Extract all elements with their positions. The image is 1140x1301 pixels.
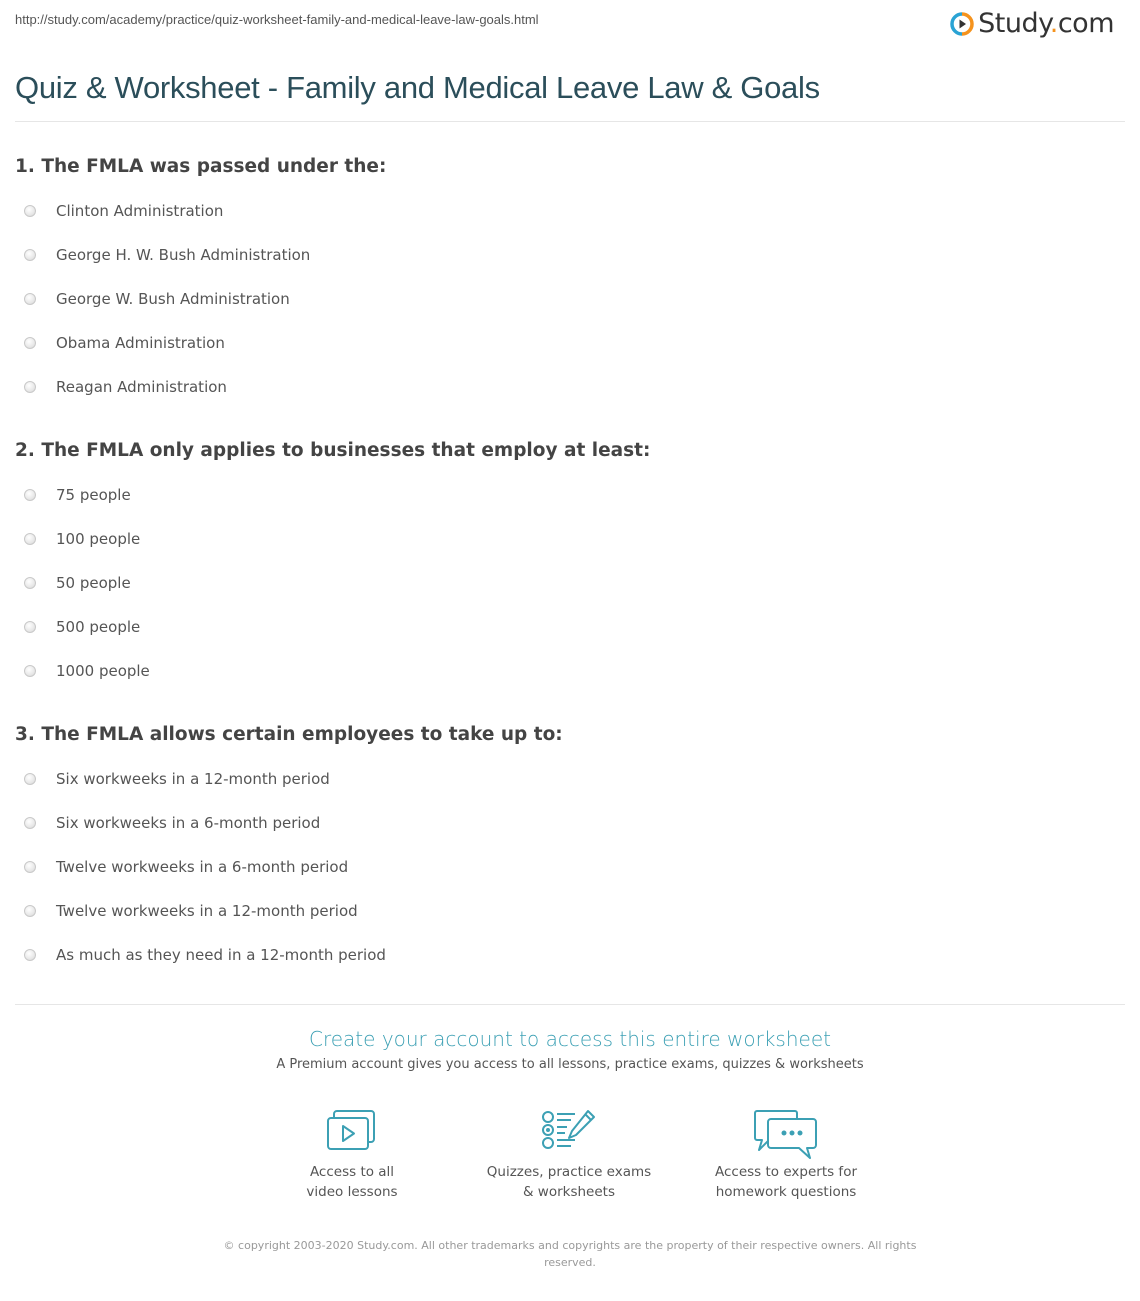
answer-label: Twelve workweeks in a 6-month period bbox=[56, 858, 349, 876]
video-lessons-icon bbox=[326, 1108, 378, 1152]
answer-option[interactable] bbox=[15, 365, 386, 409]
radio-button[interactable] bbox=[24, 577, 36, 589]
radio-button[interactable] bbox=[24, 817, 36, 829]
answer-label: As much as they need in a 12-month period bbox=[56, 946, 386, 964]
answer-options bbox=[15, 473, 650, 693]
answer-option[interactable] bbox=[15, 321, 386, 365]
answer-option[interactable] bbox=[15, 889, 563, 933]
answer-option[interactable] bbox=[15, 933, 563, 977]
answer-option[interactable] bbox=[15, 649, 650, 693]
answer-label: 500 people bbox=[56, 618, 141, 636]
copyright-notice: © copyright 2003-2020 Study.com. All other trademarks and copyrights are the property of their respective owners. All rights reserved. bbox=[223, 1239, 917, 1269]
answer-option[interactable] bbox=[15, 473, 650, 517]
radio-button[interactable] bbox=[24, 949, 36, 961]
question-text: 3. The FMLA allows certain employees to take up to: bbox=[15, 724, 563, 745]
answer-label: Reagan Administration bbox=[56, 378, 227, 396]
answer-label: George H. W. Bush Administration bbox=[56, 246, 311, 264]
title-divider bbox=[15, 121, 1125, 122]
question-2 bbox=[15, 439, 650, 693]
study-logo[interactable] bbox=[950, 9, 1114, 39]
feature-label: Access to experts for homework questions bbox=[714, 1164, 857, 1200]
radio-button[interactable] bbox=[24, 905, 36, 917]
cta-subtitle: A Premium account gives you access to all lessons, practice exams, quizzes & worksheets bbox=[276, 1057, 864, 1072]
radio-button[interactable] bbox=[24, 861, 36, 873]
answer-options bbox=[15, 189, 386, 409]
page-url: http://study.com/academy/practice/quiz-worksheet-family-and-medical-leave-law-goals.html bbox=[15, 12, 539, 27]
play-circle-icon bbox=[950, 12, 974, 36]
feature-video-lessons bbox=[252, 1108, 452, 1202]
section-divider bbox=[15, 1004, 1125, 1005]
radio-button[interactable] bbox=[24, 489, 36, 501]
feature-label: Quizzes, practice exams & worksheets bbox=[486, 1164, 652, 1200]
answer-option[interactable] bbox=[15, 189, 386, 233]
answer-label: Six workweeks in a 6-month period bbox=[56, 814, 321, 832]
answer-option[interactable] bbox=[15, 561, 650, 605]
chat-bubbles-icon bbox=[753, 1108, 819, 1160]
radio-button[interactable] bbox=[24, 293, 36, 305]
answer-label: George W. Bush Administration bbox=[56, 290, 290, 308]
radio-button[interactable] bbox=[24, 249, 36, 261]
feature-quizzes bbox=[469, 1108, 669, 1202]
answer-option[interactable] bbox=[15, 605, 650, 649]
answer-label: 100 people bbox=[56, 530, 141, 548]
answer-label: 1000 people bbox=[56, 662, 150, 680]
question-3 bbox=[15, 723, 563, 977]
answer-label: Clinton Administration bbox=[56, 202, 224, 220]
cta-title[interactable]: Create your account to access this entire worksheet bbox=[309, 1027, 831, 1051]
page-title: Quiz & Worksheet - Family and Medical Leave Law & Goals bbox=[15, 70, 820, 105]
radio-button[interactable] bbox=[24, 205, 36, 217]
answer-label: Twelve workweeks in a 12-month period bbox=[56, 902, 358, 920]
feature-experts bbox=[686, 1108, 886, 1202]
answer-option[interactable] bbox=[15, 517, 650, 561]
answer-option[interactable] bbox=[15, 757, 563, 801]
radio-button[interactable] bbox=[24, 665, 36, 677]
radio-button[interactable] bbox=[24, 773, 36, 785]
answer-option[interactable] bbox=[15, 801, 563, 845]
question-text: 2. The FMLA only applies to businesses that employ at least: bbox=[15, 440, 651, 461]
answer-options bbox=[15, 757, 563, 977]
answer-label: 50 people bbox=[56, 574, 131, 592]
feature-label: Access to all video lessons bbox=[306, 1164, 398, 1200]
radio-button[interactable] bbox=[24, 337, 36, 349]
logo-text: Study.com bbox=[978, 8, 1114, 39]
answer-option[interactable] bbox=[15, 233, 386, 277]
answer-label: 75 people bbox=[56, 486, 131, 504]
question-1 bbox=[15, 155, 386, 409]
radio-button[interactable] bbox=[24, 621, 36, 633]
answer-label: Obama Administration bbox=[56, 334, 225, 352]
answer-option[interactable] bbox=[15, 845, 563, 889]
signup-cta bbox=[0, 1027, 1140, 1072]
radio-button[interactable] bbox=[24, 533, 36, 545]
answer-option[interactable] bbox=[15, 277, 386, 321]
quiz-checklist-icon bbox=[541, 1108, 597, 1152]
question-text: 1. The FMLA was passed under the: bbox=[15, 156, 387, 177]
answer-label: Six workweeks in a 12-month period bbox=[56, 770, 330, 788]
radio-button[interactable] bbox=[24, 381, 36, 393]
